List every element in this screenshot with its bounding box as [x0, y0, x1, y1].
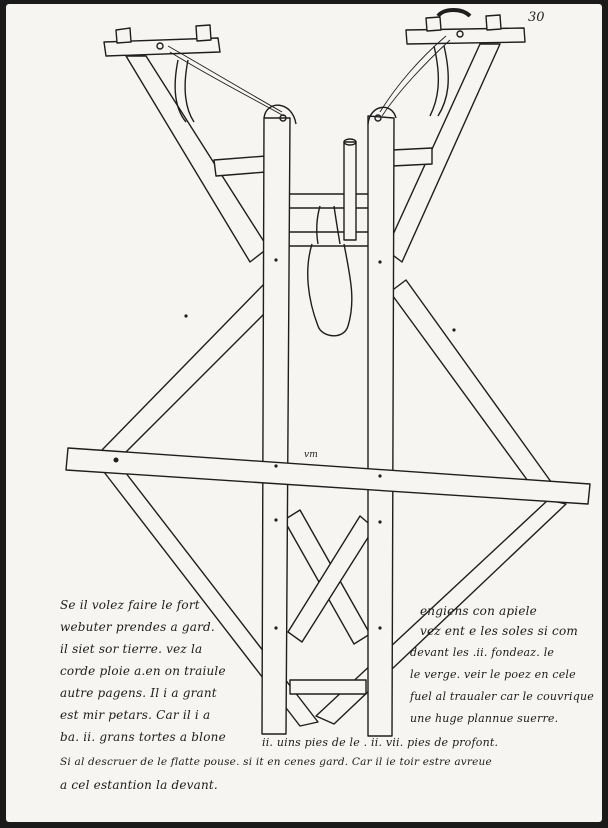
text-right-line: vez ent e les soles si com	[420, 624, 578, 638]
text-right-line: le verge. veir le poez en cele	[410, 668, 576, 681]
inner-x-brace	[284, 510, 374, 644]
top-right-crossbar	[406, 10, 525, 44]
text-bottom-line: a cel estantion la devant.	[60, 778, 218, 792]
text-left-line: il siet sor tierre. vez la	[60, 642, 203, 656]
text-left-line: webuter prendes a gard.	[60, 620, 215, 634]
folio-number: 30	[528, 10, 545, 25]
text-right-line: une huge plannue suerre.	[410, 712, 559, 725]
text-right-line: devant les .ii. fondeaz. le	[410, 646, 555, 659]
text-left-line: Se il volez faire le fort	[60, 598, 200, 612]
text-left-line: corde ploie a.en on traiule	[60, 664, 226, 678]
top-left-crossbar	[104, 25, 220, 56]
windlass-drum	[344, 139, 356, 240]
text-right-line: fuel al traualer car le couvrique	[410, 690, 595, 703]
text-bottom-line: ii. uins pies de le . ii. vii. pies de profont.	[262, 736, 499, 749]
text-bottom-line: Si al descruer de le flatte pouse. si it en cenes gard. Car il ie toir estre avreue	[60, 756, 492, 768]
center-mark: vm	[304, 450, 319, 460]
text-right-line: engiens con apiele	[420, 604, 537, 618]
text-left-line: est mir petars. Car il i a	[60, 708, 211, 722]
text-left-line: ba. ii. grans tortes a blone	[60, 730, 226, 744]
right-upright	[368, 107, 396, 736]
bottom-bridge	[290, 680, 366, 694]
text-left-line: autre pagens. Il i a grant	[60, 686, 217, 700]
